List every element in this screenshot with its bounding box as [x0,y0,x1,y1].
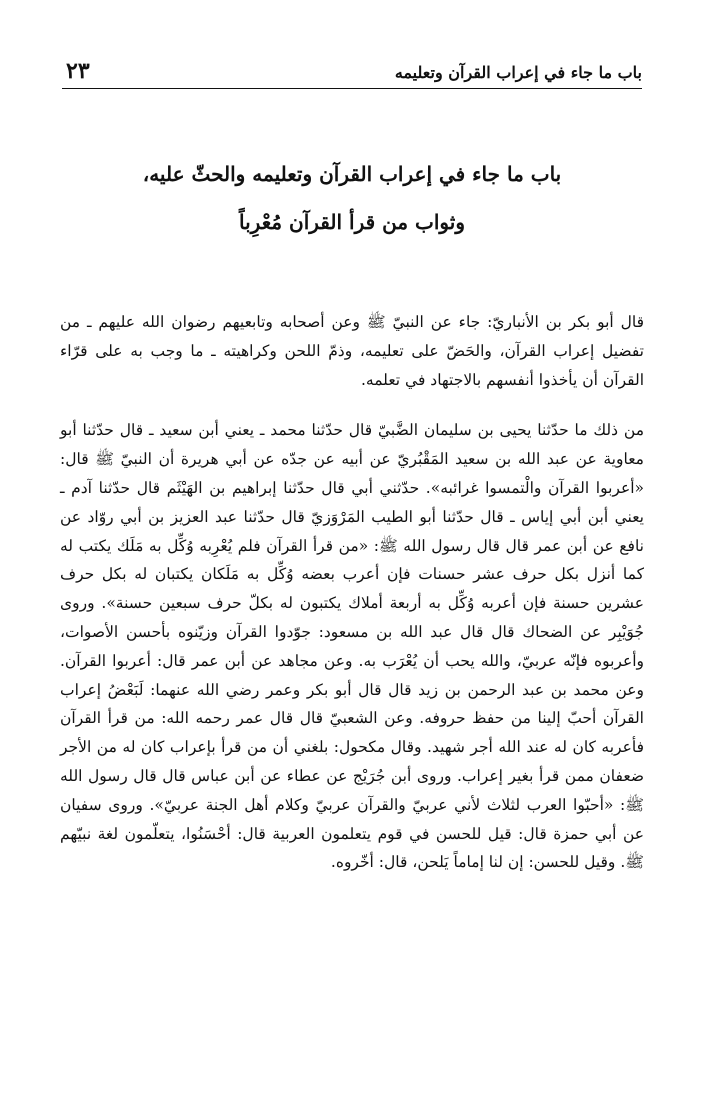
running-title: باب ما جاء في إعراب القرآن وتعليمه [394,63,642,82]
page-number: ٢٣ [66,58,90,84]
chapter-title-line-1: باب ما جاء في إعراب القرآن وتعليمه والحثّ عليه، [142,162,562,186]
paragraph-narrations: من ذلك ما حدّثنا يحيى بن سليمان الضَّبيّ قال حدّثنا محمد ـ يعني أبن سعيد ـ قال حدّثنا أبو معاوية عن عبد الله بن سعيد المَقْبُريّ عن أبيه عن جدّه عن أبي هريرة أن النبيّ ﷺ قال: «أعربوا القرآن والْتمسوا غرائبه». حدّثني أبي قال حدّثنا إبراهيم بن الهَيْثَم قال حدّثنا آدم ـ يعني أبن أبي إياس ـ قال حدّثنا أبو الطيب المَرْوَزيّ قال حدّثنا عبد العزيز بن أبي روّاد عن نافع عن أبن عمر قال قال رسول الله ﷺ: «من قرأ القرآن فلم يُعْرِبه وُكِّل به مَلَك يكتب له كما أنزل بكل حرف عشر حسنات فإن أعرب بعضه وُكِّل به مَلَكان يكتبان له بكل حرف عشرين حسنة فإن أعربه وُكِّل به أربعة أملاك يكتبون له بكلّ حرف سبعين حسنة». وروى جُوَيْبِر عن الضحاك قال قال عبد الله بن مسعود: جوّدوا القرآن وزيّنوه بأحسن الأصوات، وأعربوه فإنّه عربيّ، والله يحب أن يُعْرَب به. وعن مجاهد عن أبن عمر قال: أعربوا القرآن. وعن محمد بن عبد الرحمن بن زيد قال قال أبو بكر وعمر رضي الله عنهما: لَبَعْضُ إعراب القرآن أحبّ إلينا من حفظ حروفه. وعن الشعبيّ قال قال عمر رحمه الله: من قرأ القرآن فأعربه كان له عند الله أجر شهيد. وقال مكحول: بلغني أن من قرأ بإعراب كان له من الأجر ضعفان ممن قرأ بغير إعراب. وروى أبن جُرَيْج عن عطاء عن أبن عباس قال قال رسول الله ﷺ: «أحبّوا العرب لثلاث لأني عربيّ والقرآن عربيّ وكلام أهل الجنة عربيّ». وروى سفيان عن أبي حمزة قال: قيل للحسن في قوم يتعلمون العربية قال: أحْسَنُوا، يتعلّمون لغة نبيّهم ﷺ. وقيل للحسن: إن لنا إماماً يَلحن، قال: أخّروه. [60,421,644,872]
paragraph-intro: قال أبو بكر بن الأنباريّ: جاء عن النبيّ ﷺ وعن أصحابه وتابعيهم رضوان الله عليهم ـ من تفضيل إعراب القرآن، والحَضّ على تعليمه، وذمّ اللحن وكراهيته ـ ما وجب به على قرّاء القرآن أن يأخذوا أنفسهم بالاجتهاد في تعلمه. [60,313,644,389]
chapter-title-line-2: وثواب من قرأ القرآن مُعْرِباً [239,210,465,234]
chapter-title [62,150,642,246]
body-text [60,308,644,877]
running-header [62,52,642,89]
